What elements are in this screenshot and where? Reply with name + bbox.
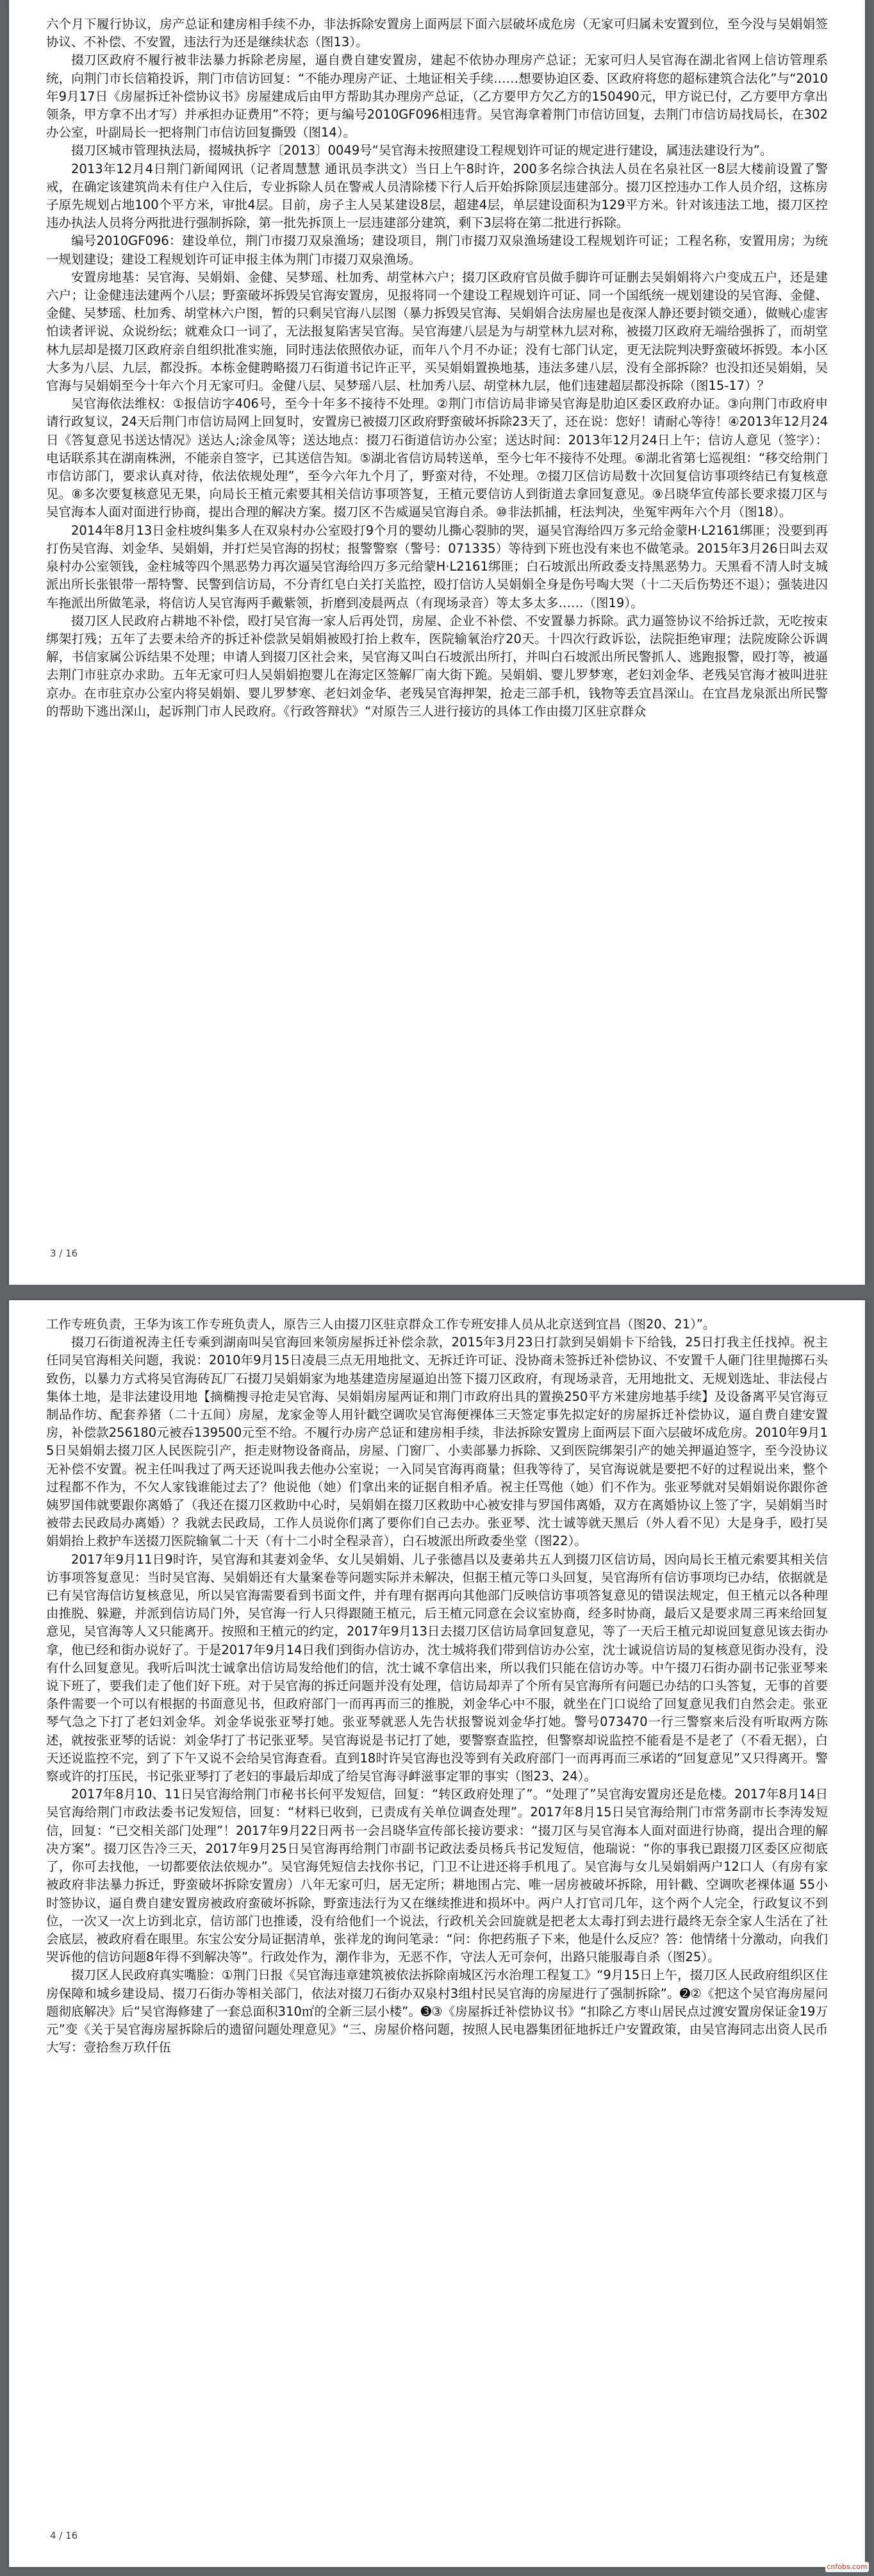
paragraph: 2017年8月10、11日吴官海给荆门市秘书长何平发短信，回复：“转区政府处理了”。“处理了”吴官海安置房还是危楼。2017年8月14日吴官海给荆门市政法委书记发短信，回复：“材料已收到，已责成有关单位调查处理”。2017年8月15日吴官海给荆门市常务副市长李涛发短信，回复：“已交相关部门处理”！2017年9月22日两书一会吕晓华宣传部长接访要求：“掇刀区与吴官海本人面对面进行协商，提出合理的解决方案”。掇刀区告冷三天，2017年9月25日吴官海再给荆门市副书记政法委员杨兵书记发短信，他瑞说：“你的事我已跟掇刀区委区应彻底了，你可去找他，一切都要依法依规办”。吴官海凭短信去找你书记，门卫不让进还将手机甩了。吴官海与女儿吴娟娟两户12口人（有房有家被政府非法暴力拆迁，野蛮破坏拆除安置房）八年无家可归，居无定所；耕地围占完、唯一居房被破坏拆除，用针戳、空调吹老裸体逼 55小时签协议，逼自费自建安置房被政府蛮破坏拆除，野蛮违法行为又在继续推进和损坏中。两户人打官司几年，这个两个人完全，行政复议不到位，一次又一次上访到北京，信访部门也推诿，没有给他们一个说法，行政机关会回旋就是把老太太毒打到去进行最终无奈全家人生活在了社会底层，被政府看在眼里。东宝公安分局证据清单，张祥龙的询问笔录：“问：你把药瓶子下来，他是什么反应？答：他情绪十分激动，向我们哭诉他的信访问题8年得不到解决等”。行政处作为，潮作非为，无恶不作，守法人无可奈何，出路只能服毒自杀（图25）。 xyxy=(46,1787,828,1965)
document-page-4 xyxy=(9,1300,865,2567)
paragraph: 编号2010GF096：建设单位，荆门市掇刀双泉渔场；建设项目，荆门市掇刀双泉渔场建设工程规划许可证；工程名称，安置用房；为统一规划建设；建设工程规划许可证申报主体为荆门市掇刀双泉渔场。 xyxy=(46,233,828,267)
page-4-body xyxy=(46,1316,828,2057)
paragraph: 2014年8月13日金柱坡纠集多人在双泉村办公室殴打9个月的婴幼儿撕心裂肺的哭，逼吴官海给四万多元给金蒙H·L2161绑匪；没要到再打伤吴官海、刘金华、吴娟娟，并打烂吴官海的拐杖；报警警察（警号：071335）等待到下班也没有来也不做笔录。2015年3月26日叫去双泉村办公室领钱，金柱城等四个黑恶势力再次逼吴官海给四万多元给蒙H·L2161绑匪；白石坡派出所政委支持黑恶势力。天黑看不清人时支城派出所长张银带一帮特警、民警到信访局，不分青红皂白关打关监控，殴打信访人吴娟娟全身是伤号啕大哭（十二天后伤势还不退）；强装进囚车拖派出所做笔录，将信访人吴官海两手戴紫领，折磨到凌晨两点（有现场录音）等太多太多……（图19）。 xyxy=(46,523,828,610)
site-watermark: cnfobs.com xyxy=(825,2562,869,2572)
paragraph: 掇刀区人民政府真实嘴脸：①荆门日报《吴官海违章建筑被依法拆除南城区污水治理工程复工》“9月15日上午，掇刀区人民政府组织区住房保障和城乡建设局、掇刀石街办等相关部门，依法对掇刀石街办双泉村3组村民吴官海的房屋进行了强制拆除”。➋②《把这个吴官海房屋问题彻底解决》后“吴官海修建了一套总面积310㎡的全新三层小楼”。➌③《房屋拆迁补偿协议书》“扣除乙方枣山居民点过渡安置房保证金19万元”变《关于吴官海房屋拆除后的遗留问题处理意见》“三、房屋价格问题，按照人民电器集团征地拆迁户安置政策，由吴官海同志出资人民币大写：壹拾叁万玖仟伍 xyxy=(46,1968,828,2055)
paragraph: 安置房地基：吴官海、吴娟娟、金健、吴梦瑶、杜加秀、胡堂林六户；掇刀区政府官员做手脚许可证删去吴娟娟将六户变成五户，还是建六户；让金健违法建两个八层；野蛮破坏拆毁吴官海安置房，见报将同一个建设工程规划许可证、同一个国纸统一规划建设的吴官海、金健、金健、吴梦瑶、杜加秀、胡堂林六户图，暂的只剩吴官海八层图（暴力拆毁吴官海、吴娟娟合法房屋也是夜深人静还要封锁交通），做贼心虚害怕读者评说、众说纷纭；就难众口一词了，无法报复陷害吴官海。吴官海建八层是为与胡堂林九层对称，被掇刀区政府无端给强拆了，而胡堂林九层却是掇刀区政府亲自组织批准实施，同时违法依照依办证，而年八个月不办证；没有七部门认定，更无法院判决野蛮破坏拆毁。本小区大多为八层、九层，都没拆。本栋金健聘略掇刀石街道书记许正平，买吴娟娟置换地基，违法多建八层，没有全部拆除？也没扣还吴娟娟，吴官海与吴娟娟至今十年六个月无家可归。金健八层、吴梦瑶八层、杜加秀八层、胡堂林九层，他们违建超层都没拆除（图15-17）？ xyxy=(46,269,828,394)
document-page-3 xyxy=(9,0,865,1285)
paragraph: 2017年9月11日9时许，吴官海和其妻刘金华、女儿吴娟娟、儿子张德昌以及妻弟共五人到掇刀区信访局，因向局长王植元索要其相关信访事项答复意见：当时吴官海、吴娟娟还有大量案卷等问题实际并未解决，但据王植元等口头回复，吴官海所有信访事项均已办结，依据就是已有吴官海信访复核意见，所以吴官海需要看到书面文件，并有理有据再向其他部门反映信访事项答复意见的错误法规定，但王植元以各种理由推脱、躲避，并派到信访局门外，吴官海一行人只得跟随王植元，后王植元同意在会议室协商，经多时协商，最后又是要求周三再来给回复意见，吴官海等人又只能离开。按照和王植元的约定，2017年9月13日去掇刀区信访局拿回复意见，等了一天后王植元却说回复意见该去街办拿，他已经和街办说好了。于是2017年9月14日我们到街办信访办，沈士城将我们带到信访办公室，沈士诚说信访局的复核意见街办没有，没有什么回复意见。我听后叫沈士诚拿出信访局发给他们的信，沈士诚不拿信出来，所以我们只能在信访办等。中午掇刀石街办副书记张亚琴来说下班了，要我们走了他们好下班。对于吴官海的拆迁问题并没有处理，信访局却弄了个所有吴官海所有问题已办结的口头答复，无事的首要条件需要一个可以有根据的书面意见书，但政府部门一而再再而三的推脱，刘金华心中不服，就坐在门口说给了回复意见我们自然会走。张亚琴气急之下打了老妇刘金华。刘金华说张亚琴打她。张亚琴就恶人先告状报警说刘金华打她。警号073470一行三警察来后没有听取两方陈述，就按张亚琴的话说：刘金华打了书记张亚琴。吴官海说是书记打了她，要警察查监控，但警察却说监控不能看是不是老了（不看无据），白天还说监控不完，到了下午又说不会给吴官海查看。直到18时许吴官海也没等到有关政府部门一而再再而三承诺的“回复意见”又只得离开。警察或许的打压民，书记张亚琴打了老妇的事最后却成了给吴官海寻衅滋事定罪的事实（图23、24）。 xyxy=(46,1551,828,1784)
paragraph: 六个月下履行协议，房产总证和建房相手续不办，非法拆除安置房上面两层下面六层破坏成危房（无家可归属未安置到位，至今没与吴娟娟签协议、不补偿、不安置，违法行为还是继续状态（图13）。 xyxy=(46,17,828,50)
paragraph: 掇刀石街道祝涛主任专乘到湖南叫吴官海回来领房屋拆迁补偿余款，2015年3月23日打款到吴娟娟卡下给钱，25日打我主任找掉。祝主任同吴官海相关问题，我说：2010年9月15日凌晨三点无用地批文、无拆迁许可证、没协商未签拆迁补偿协议、不安置千人砸门往里抛掷石头致伤，以暴力方式将吴官海砖瓦厂石掇刀吴娟娟家为地基建造房屋逼迫出签下掇刀区政府，有现场录音，无用地批文、无规划选址、非法侵占集体土地，是非法建设用地【摘椭搜寻抢走吴官海、吴娟娟房屋两证和荆门市政府出具的置换250平方米建房地基手续】及设备离平吴官海豆制品作坊、配套养猪（二十五间）房屋，龙家金等人用针戳空调吹吴官海便裸体三天签定事先拟定好的房屋拆迁补偿协议，逼自费自建安置房，补偿款256180元被吞139500元至不给。不履行办房产总证和建房相手续，非法拆除安置房上面两层下面六层破坏成危房。2010年9月15日吴娟娟去掇刀区人民医院引产，拒走财物设备商品，房屋、门窗厂、小卖部暴力拆除、又到医院绑架引产的她关押逼迫签字，至今没协议无补偿不安置。祝主任叫我过了两天还说叫我去他办公室说；一入同吴官海再商量；但我等待了，吴官海说就是要把不好的过程说出来，整个过程都不作为，不欠人家钱谁能过去了？他说他（她）们拿出来的证据自相矛盾。祝主任骂他（她）们不作为。张亚琴就对吴娟娟说你跟你爸姨罗国伟就要跟你离婚了（我还在掇刀区救助中心时，吴娟娟在掇刀区救助中心被安排与罗国伟离婚，双方在离婚协议上签了字，吴娟娟当时被带去民政局办离婚）？我就去民政局，工作人员说你们离了要你们自己去办。张亚琴、沈士诚等就天黑后（外人看不见）大是身手，殴打吴娟娟抬上救护车送掇刀医院输氧二十天（有十二小时全程录音），白石坡派出所政委坐堂（图22）。 xyxy=(46,1335,828,1549)
page-3-body xyxy=(46,15,828,721)
paragraph: 掇刀区政府不履行被非法暴力拆除老房屋，逼自费自建安置房，建起不依协办理房产总证；无家可归人吴官海在湖北省网上信访管理系统，向荆门市长信箱投诉，荆门市信访回复：“不能办理房产证、土地证相关手续……想要协迫区委、区政府将您的超标建筑合法化”与“2010年9月17日《房屋拆迁补偿协议书》房屋建成后由甲方帮助其办理房产总证，（乙方要甲方欠乙方的150490元，甲方说已付，乙方要甲方拿出领条，甲方拿不出才写）并承担办证费用”不符；更与编号2010GF096相违背。吴官海拿着荆门市信访回复，去荆门市信访局找局长，在302办公室，叶副局长一把将荆门市信访回复撕毁（图14）。 xyxy=(46,53,828,140)
page-number: 4 / 16 xyxy=(50,2530,78,2541)
paragraph: 工作专班负责，王华为该工作专班负责人，原告三人由掇刀区驻京群众工作专班安排人员从北京送到宜昌（图20、21）”。 xyxy=(46,1317,716,1332)
paragraph: 掇刀区城市管理执法局，掇城执拆字〔2013〕0049号“吴官海未按照建设工程规划许可证的规定进行建设，属违法建设行为”。 xyxy=(71,143,773,158)
page-gap xyxy=(0,1285,874,1300)
paragraph: 吴官海依法维权：①报信访字406号，至今十年多不接待不处理。②荆门市信访局非谛吴官海是肋迫区委区政府办证。③向荆门市政府申请行政复议，24天后荆门市信访局网上回复时，安置房已被掇刀区政府野蛮破坏拆除23天了，还在说：您好！请耐心等待！④2013年12月24日《答复意见书送达情况》送达人;涂金凤等；送达地点：掇刀石街道信访办公室；送达时间：2013年12月24日上午；信访人意见（签字）：电话联系其在湖南株洲，不能亲自签字，已其送信告知。⑤湖北省信访局转送单，至今七年不接待不处理。⑥湖北省第七巡视组：“移交给荆门市信访部门，要求认真对待，依法依规处理”，至今六年九个月了，野蛮对待，不处理。⑦掇刀区信访局数十次回复信访事项终结已有复核意见。⑧多次要复核意见无果，向局长王植元索要其相关信访事项答复，王植元要信访人到街道去拿回复意见。⑨吕晓华宣传部长要求掇刀区与吴官海本人面对面进行协商，提出合理的解决方案。掇刀区不告威逼吴官海自杀。⑩非法抓捕，枉法判决，坐冤牢两年六个月（图18）。 xyxy=(46,396,828,520)
page-number: 3 / 16 xyxy=(50,1248,78,1259)
paragraph: 掇刀区人民政府占耕地不补偿，殴打吴官海一家人后再处罚，房屋、企业不补偿、不安置暴力拆除。武力逼签协议不给拆迁款，无吃按束绑架打残；五年了去要未给齐的拆迁补偿款吴娟娟被殴打抬上救车，医院输氧治疗20天。十四次行政诉讼，法院拒绝审理；法院废除公诉调解，书信家属公诉结果不处理；申请人到掇刀区社会来，吴官海又叫白石坡派出所打，并叫白石坡派出所民警抓人、逃跑报警，殴打等，被逼去荆门市驻京办求助。五年无家可归人吴娟娟抱婴儿在海定区签解厂南大街下跪。吴娟娟、婴儿罗梦寒，老妇刘金华、老残吴官海才被叫进驻京办。在市驻京办公室内将吴娟娟、婴儿罗梦寒、老妇刘金华、老残吴官海押架，抢走三部手机，钱物等丢宜昌深山。在宜昌龙泉派出所民警的帮助下逃出深山，起诉荆门市人民政府。《行政答辩状》“对原告三人进行接访的具体工作由掇刀区驻京群众 xyxy=(46,613,828,719)
paragraph: 2013年12月4日荆门新闻网讯（记者周慧慧 通讯员李洪文）当日上午8时许，200多名综合执法人员在名泉社区一8层大楼前设置了警戒，在确定该建筑尚未有住户入住后，专业拆除人员在警戒人员清除楼下行人后开始拆除顶层违建部分。掇刀区控违办工作人员介绍，这栋房子原先规划占地100个平方米，审批4层。目前，房子主人吴某建设8层，超建4层，单层建设面积为129平方米。针对该违法工地，掇刀区控违办执法人员将分两批进行强制拆除，第一批先拆顶上一层违建部分建筑，剩下3层将在第二批进行拆除。 xyxy=(46,161,828,231)
